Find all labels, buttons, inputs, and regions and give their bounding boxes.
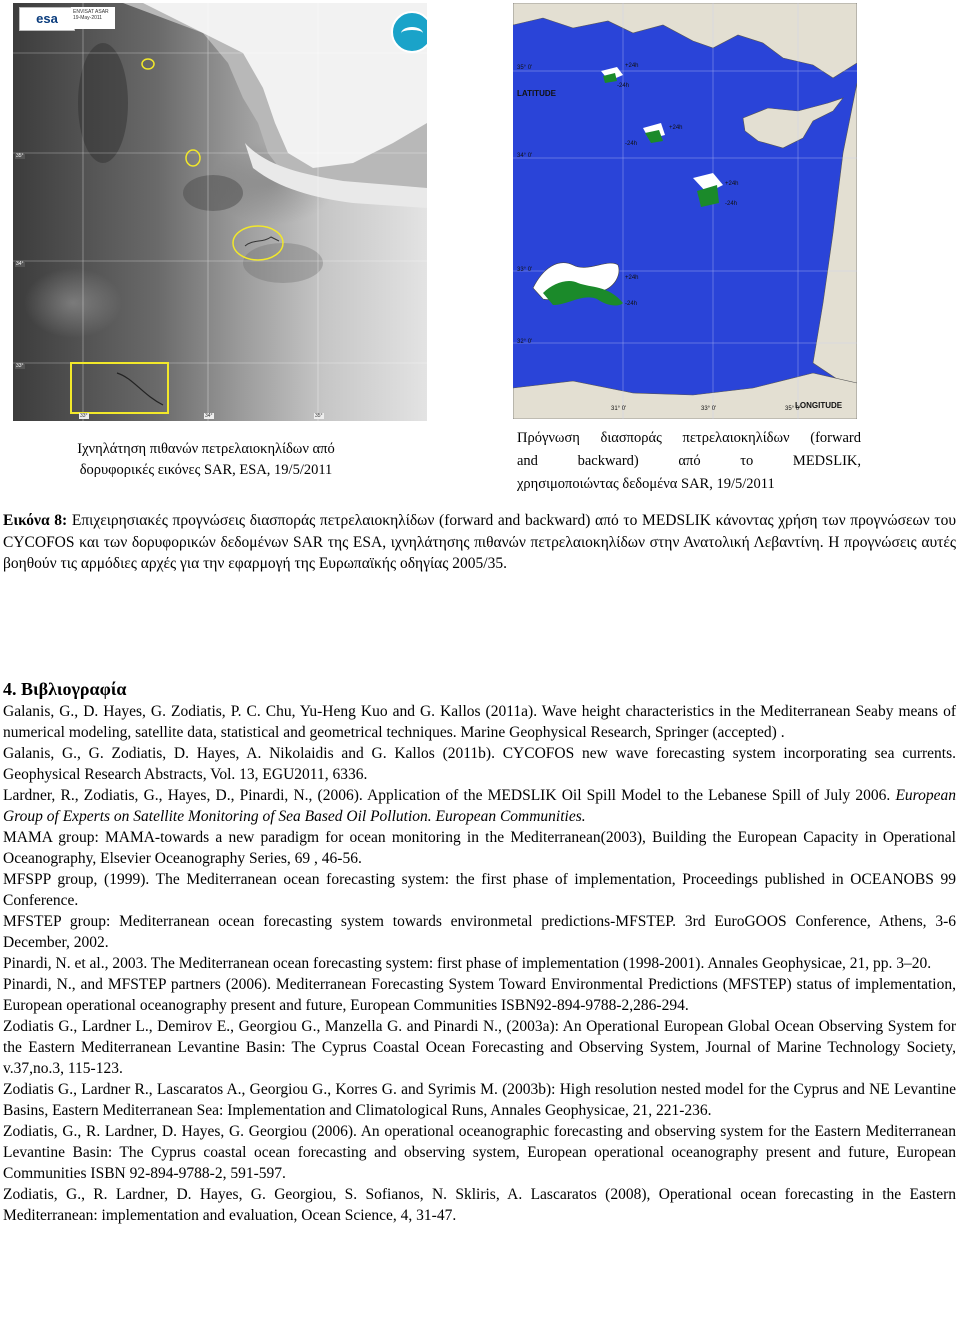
lat-tick-label: 35° <box>16 153 24 159</box>
reference-text: MFSPP group, (1999). The Mediterranean ocean forecasting system: the first phase of implementation, Proceedings published in OCEANOBS 99 Conference. <box>3 871 956 909</box>
time-label: +24h <box>625 275 639 281</box>
reference-text: Galanis, G., G. Zodiatis, D. Hayes, A. Nikolaidis and G. Kallos (2011b). CYCOFOS new wave forecasting system incorporating sea currents. Geophysical Research Abstracts, Vol. 13, EGU2011, 6336. <box>3 745 956 783</box>
reference-item <box>3 1121 956 1184</box>
reference-text: Zodiatis, G., R. Lardner, D. Hayes, G. Georgiou (2006). An operational oceanographic forecasting and observing system for the Eastern Mediterranean Levantine Basin: The Cyprus coastal ocean forecasting and observing system, European operational oceanography present and future, European Communities ISBN 92-894-9788-2, 591-597. <box>3 1123 956 1182</box>
references-list <box>3 701 956 1226</box>
image-metadata <box>71 7 115 29</box>
reference-text: MFSTEP group: Mediterranean ocean forecasting system towards environmetal predictions-MFSTEP. 3rd EuroGOOS Conference, Athens, 3-6 December, 2002. <box>3 913 956 951</box>
section-title: 4. Βιβλιογραφία <box>3 679 127 699</box>
reference-item <box>3 1079 956 1121</box>
reference-text: Pinardi, N. et al., 2003. The Mediterranean ocean forecasting system: first phase of implementation (1998-2001). Annales Geophysicae, 21, pp. 3–20. <box>3 955 932 972</box>
reference-text: Galanis, G., D. Hayes, G. Zodiatis, P. C. Chu, Yu-Heng Kuo and G. Kallos (2011a). Wave height characteristics in the Mediterranean Seaby means of numerical modeling, satellite data, statistical and geometrical techniques. Marine Geophysical Research, Springer (accepted) . <box>3 703 956 741</box>
reference-item <box>3 743 956 785</box>
lat-tick-label: 34° 0' <box>517 153 533 159</box>
lat-tick-label: 34° <box>16 261 24 267</box>
lon-tick-label: 35° <box>315 413 323 419</box>
lat-tick-label: 35° 0' <box>517 65 533 71</box>
left-figure-caption <box>36 439 376 481</box>
reference-text: MAMA group: MAMA-towards a new paradigm for ocean monitoring in the Mediterranean(2003), Building the European Capacity in Operational Oceanography, Elsevier Oceanography Series, 69 , 46-56. <box>3 829 956 867</box>
time-label: -24h <box>617 83 630 89</box>
longitude-axis-label: LONGITUDE <box>795 401 843 410</box>
lon-tick-label: 34° <box>205 413 213 419</box>
time-label: +24h <box>725 181 739 187</box>
latitude-axis-label: LATITUDE <box>517 89 556 98</box>
reference-item <box>3 1016 956 1079</box>
time-label: -24h <box>625 141 638 147</box>
lon-tick-label: 35° 0' <box>785 406 801 412</box>
map-drawing <box>513 3 857 419</box>
reference-item <box>3 911 956 953</box>
time-label: -24h <box>725 201 738 207</box>
spill-group <box>601 67 623 83</box>
time-label: +24h <box>669 125 683 131</box>
lat-tick-label: 33° 0' <box>517 267 533 273</box>
metadata-line: ENVISAT ASAR <box>73 9 109 15</box>
lon-tick-label: 33° 0' <box>701 406 717 412</box>
caption-line: Ιχνηλάτηση πιθανών πετρελαιοκηλίδων από <box>77 441 335 457</box>
lon-tick-label: 33° <box>80 413 88 419</box>
reference-item <box>3 1184 956 1226</box>
oceanography-center-logo <box>391 11 427 53</box>
lat-tick-label: 32° 0' <box>517 339 533 345</box>
figure-caption-text: Επιχειρησιακές προγνώσεις διασποράς πετρελαιοκηλίδων (forward and backward) από το MEDSLIK κάνοντας χρήση των προγνώσεων του CYCOFOS και των δορυφορικών δεδομένων SAR της ESA, ιχνηλάτησης πιθανών πετρελαιοκηλίδων στην Ανατολική Λεβαντίνη. Η προγνώσεις αυτές βοηθούν τις αρμόδιες αρχές για την εφαρμογή της Ευρωπαϊκής οδηγίας 2005/35. <box>3 512 957 572</box>
reference-item <box>3 974 956 1016</box>
reference-item <box>3 827 956 869</box>
caption-line: and backward) από το MEDSLIK, <box>517 453 861 469</box>
caption-line: Πρόγνωση διασποράς πετρελαιοκηλίδων (forward <box>517 430 861 446</box>
reference-text: Zodiatis G., Lardner R., Lascaratos A., Georgiou G., Korres G. and Syrimis M. (2003b): High resolution nested model for the Cyprus and NE Levantine Basins, Eastern Mediterranean Sea: Implementation and Climatological Runs, Annales Geophysicae, 21, 221-236. <box>3 1081 956 1119</box>
right-figure-caption <box>517 427 861 496</box>
caption-line: δορυφορικές εικόνες SAR, ESA, 19/5/2011 <box>79 462 333 478</box>
lat-tick-label: 33° <box>16 363 24 369</box>
reference-item <box>3 869 956 911</box>
reference-item <box>3 701 956 743</box>
reference-text: Pinardi, N., and MFSTEP partners (2006). Mediterranean Forecasting System Toward Environmental Predictions (MFSTEP) status of implementation, European operational oceanography present and future, European Communities ISBN92-894-9788-2,286-294. <box>3 976 956 1014</box>
reference-text: Zodiatis G., Lardner L., Demirov E., Georgiou G., Manzella G. and Pinardi N., (2003a): An Operational European Global Ocean Observing System for the Eastern Mediterranean Levantine Basin: The Cyprus Coastal Ocean Forecasting and Observing System, Journal of Marine Technology Society, v.37,no.3, 115-123. <box>3 1018 956 1077</box>
spill-group <box>693 173 723 207</box>
reference-item <box>3 785 956 827</box>
time-label: +24h <box>625 63 639 69</box>
reference-text: Lardner, R., Zodiatis, G., Hayes, D., Pinardi, N., (2006). Application of the MEDSLIK Oil Spill Model to the Lebanese Spill of July 2006. <box>3 787 896 804</box>
lon-tick-label: 31° 0' <box>611 406 627 412</box>
caption-line: χρησιμοποιώντας δεδομένα SAR, 19/5/2011 <box>517 476 775 492</box>
reference-italic-text: European Group of Experts on Satellite Monitoring of Sea Based Oil Pollution. European Communities. <box>3 787 956 825</box>
figure-label: Εικόνα 8: <box>3 512 68 529</box>
esa-logo: esa <box>19 7 75 31</box>
spill-group <box>533 263 623 306</box>
time-label: -24h <box>625 301 638 307</box>
metadata-line: 19-May-2011 <box>73 15 103 21</box>
spill-group <box>643 123 665 143</box>
medslik-forecast-map <box>513 3 857 419</box>
reference-item <box>3 953 956 974</box>
sar-satellite-image <box>13 3 427 421</box>
figure-caption <box>3 510 956 575</box>
reference-text: Zodiatis, G., R. Lardner, D. Hayes, G. Georgiou, S. Sofianos, N. Skliris, A. Lascaratos (2008), Operational ocean forecasting in the Eastern Mediterranean: implementation and evaluation, Ocean Science, 4, 31-47. <box>3 1186 956 1224</box>
sar-image-drawing <box>13 3 427 421</box>
